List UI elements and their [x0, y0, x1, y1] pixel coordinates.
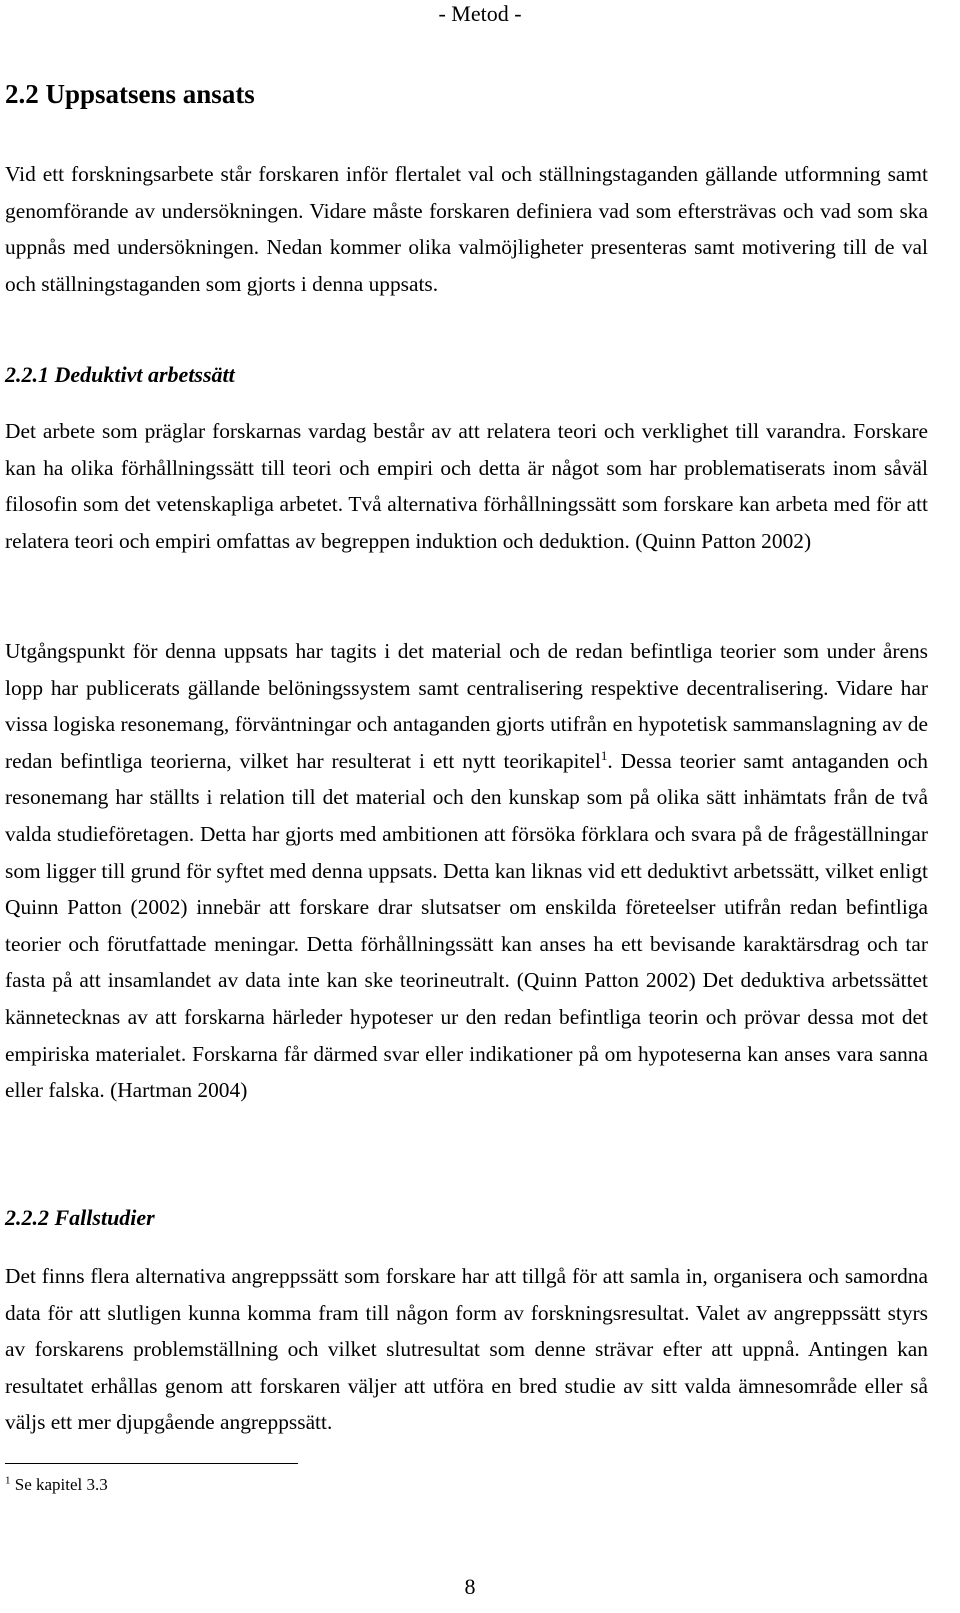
subsection-heading-deduktivt: 2.2.1 Deduktivt arbetssätt [5, 362, 235, 387]
subsection-heading-fallstudier: 2.2.2 Fallstudier [5, 1205, 155, 1230]
footnote-reference: 1 [600, 747, 608, 763]
paragraph-text-part: . Dessa teorier samt antaganden och resonemang har ställts i relation till det material och den kunskap som på olika sätt inhämtats från de två valda studieföretagen. Detta har gjorts med ambitionen att försöka förklara och svara på de frågeställningar som ligger till grund för syftet med denna uppsats. Detta kan liknas vid ett deduktivt arbetssätt, vilket enligt Quinn Patton (2002) innebär att forskare drar slutsatser om enskilda företeelser utifrån redan befintliga teorier och förutfattade meningar. Detta förhållningssätt kan anses ha ett bevisande karaktärsdrag och tar fasta på att insamlandet av data inte kan ske teorineutralt. (Quinn Patton 2002) Det deduktiva arbetssättet kännetecknas av att forskarna härleder hypoteser ur den redan befintliga teorin och prövar dessa mot det empiriska materialet. Forskarna får därmed svar eller indikationer på om hypoteserna kan anses vara sanna eller falska. (Hartman 2004) [5, 748, 928, 1103]
fallstudier-paragraph-1: Det finns flera alternativa angreppssätt som forskare har att tillgå för att samla in, organisera och samordna data för att slutligen kunna komma fram till någon form av forskningsresultat. Valet av angreppssätt styrs av forskarens problemställning och vilket slutresultat som denne strävar efter att uppnå. Antingen kan resultatet erhållas genom att forskaren väljer att utföra en bred studie av sitt valda ämnesområde eller så väljs ett mer djupgående angreppssätt. [5, 1264, 928, 1435]
footnote-text: Se kapitel 3.3 [10, 1475, 108, 1494]
running-header: - Metod - [438, 1, 522, 26]
deduktivt-paragraph-1: Det arbete som präglar forskarnas vardag består av att relatera teori och verklighet till varandra. Forskare kan ha olika förhållningssätt till teori och empiri och detta är något som har problematiserats inom såväl filosofin som det vetenskapliga arbetet. Två alternativa förhållningssätt som forskare kan arbeta med för att relatera teori och empiri omfattas av begreppen induktion och deduktion. (Quinn Patton 2002) [5, 419, 928, 553]
paragraph-text-part: Utgångspunkt för denna uppsats har tagits i det material och de redan befintliga teorier som under årens lopp har publicerats gällande belöningssystem samt centralisering respektive decentralisering. Vidare har vissa logiska resonemang, förväntningar och antaganden gjorts utifrån en hypotetisk sammanslagning av de redan befintliga teorierna, vilket har resulterat i ett nytt teorikapitel [5, 639, 928, 773]
footnote-divider [5, 1463, 298, 1464]
deduktivt-paragraph-2 [5, 633, 928, 1109]
section-heading: 2.2 Uppsatsens ansats [5, 79, 255, 109]
footnote-number: 1 [5, 1474, 11, 1487]
footnote [5, 1472, 108, 1498]
page-number: 8 [464, 1574, 476, 1599]
intro-paragraph: Vid ett forskningsarbete står forskaren inför flertalet val och ställningstaganden gällande utformning samt genomförande av undersökningen. Vidare måste forskaren definiera vad som eftersträvas och vad som ska uppnås med undersökningen. Nedan kommer olika valmöjligheter presenteras samt motivering till de val och ställningstaganden som gjorts i denna uppsats. [5, 162, 928, 296]
